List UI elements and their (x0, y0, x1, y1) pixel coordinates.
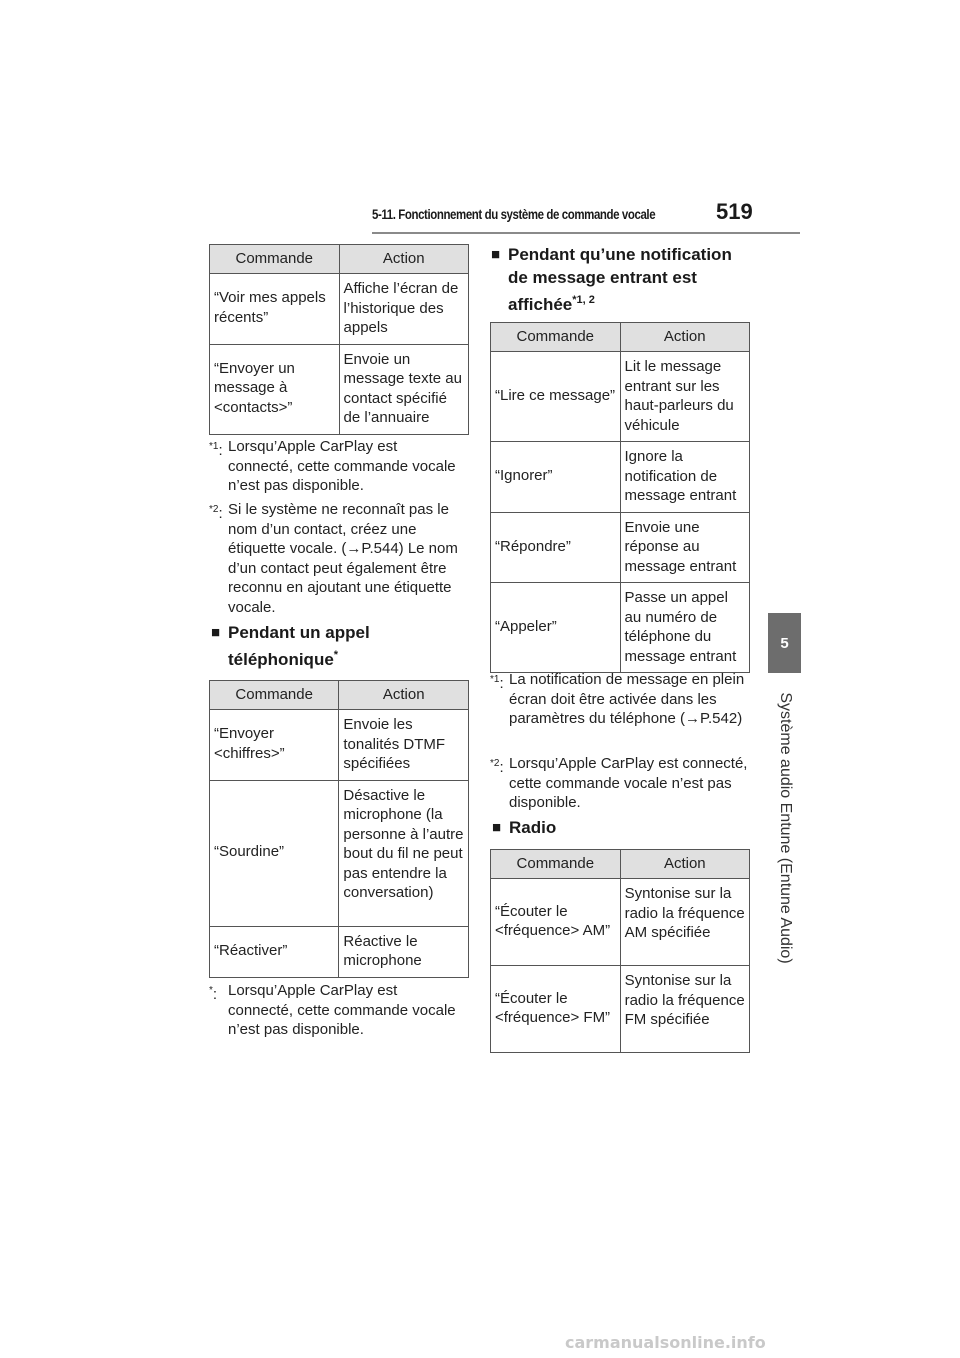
column-header-action: Action (620, 850, 749, 879)
column-header-command: Commande (491, 850, 621, 879)
action-cell: Syntonise sur la radio la fréquence AM spécifiée (620, 879, 749, 966)
header-section-title: 5-11. Fonctionnement du système de commande vocale (372, 206, 656, 222)
section-heading-radio (492, 817, 747, 839)
watermark-link[interactable]: carmanualsonline.info (565, 1333, 766, 1352)
footnote: $^{*1}$: Lorsqu’Apple CarPlay est connecté, cette commande vocale n’est pas disponible. (209, 437, 464, 496)
action-cell: Désactive le microphone (la personne à l’autre bout du fil ne peut pas entendre la conversation) (339, 780, 469, 926)
command-cell: “Voir mes appels récents” (210, 274, 340, 345)
table-row (491, 442, 750, 513)
action-cell: Syntonise sur la radio la fréquence FM spécifiée (620, 966, 749, 1053)
table-row (491, 512, 750, 583)
command-cell: “Sourdine” (210, 780, 339, 926)
command-cell: “Lire ce message” (491, 352, 621, 442)
table-row (210, 780, 469, 926)
section-title: Pendant un appel téléphonique (228, 623, 370, 669)
table-row (210, 710, 469, 781)
action-cell: Envoie une réponse au message entrant (620, 512, 749, 583)
table-row (210, 344, 469, 434)
chapter-side-label-text: Système audio Entune (Entune Audio) (777, 692, 794, 964)
footnote: *: Lorsqu’Apple CarPlay est connecté, cette commande vocale n’est pas disponible. (209, 981, 464, 1040)
section-title: Radio (509, 818, 557, 837)
column-header-action: Action (339, 245, 468, 274)
action-cell: Lit le message entrant sur les haut-parleurs du véhicule (620, 352, 749, 442)
command-cell: “Ignorer” (491, 442, 621, 513)
footnote: $^{*1}$: La notification de message en plein écran doit être activée dans les paramètres du téléphone (→P.542) (490, 670, 748, 729)
footnote-text: Lorsqu’Apple CarPlay est connecté, cette commande vocale n’est pas disponible. (228, 982, 456, 1038)
footnote-text: La notification de message en plein écran doit être activée dans les paramètres du téléphone (→P.542) (509, 671, 745, 727)
footnote-text: Lorsqu’Apple CarPlay est connecté, cette commande vocale n’est pas disponible. (228, 438, 456, 494)
table-row (491, 583, 750, 673)
chapter-number: 5 (780, 634, 789, 652)
command-cell: “Envoyer un message à <contacts>” (210, 344, 340, 434)
table-row (210, 926, 469, 977)
table-row (210, 274, 469, 345)
footnote-mark: *1 (209, 441, 219, 452)
command-table-message (490, 322, 750, 673)
action-cell: Ignore la notification de message entrant (620, 442, 749, 513)
section-title-sup: * (333, 649, 339, 661)
footnote: $^{*2}$: Lorsqu’Apple CarPlay est connecté, cette commande vocale n’est pas disponible. (490, 755, 748, 811)
square-bullet-icon: ■ (491, 246, 501, 263)
table-header-row (210, 681, 469, 710)
square-bullet-icon: ■ (492, 819, 502, 836)
column-header-action: Action (620, 323, 749, 352)
action-cell: Passe un appel au numéro de téléphone du message entrant (620, 583, 749, 673)
command-cell: “Écouter le <fréquence> FM” (491, 966, 621, 1053)
footnote: $^{*2}$: Si le système ne reconnaît pas le nom d’un contact, créez une étiquette vocale. (→P.544) Le nom d’un contact peut également être reconnu en ajoutant une étiquette vocale. (209, 500, 464, 617)
footnote-mark: *2 (209, 504, 219, 515)
command-cell: “Appeler” (491, 583, 621, 673)
action-cell: Envoie un message texte au contact spécifié de l’annuaire (339, 344, 468, 434)
table-header-row (210, 245, 469, 274)
footnote-text: Si le système ne reconnaît pas le nom d’un contact, créez une étiquette vocale. (→P.544) Le nom d’un contact peut également être reconnu en ajoutant une étiquette vocale. (228, 501, 458, 616)
table-row (491, 879, 750, 966)
footnote-mark: *2 (490, 758, 500, 769)
footnote-mark: *1 (490, 674, 500, 685)
command-cell: “Réactiver” (210, 926, 339, 977)
section-heading-phone-call (211, 622, 466, 671)
column-header-command: Commande (210, 681, 339, 710)
command-cell: “Écouter le <fréquence> AM” (491, 879, 621, 966)
column-header-action: Action (339, 681, 469, 710)
command-table-phone-call (209, 680, 469, 978)
section-title: Pendant qu’une notification de message entrant est affichée (508, 245, 732, 314)
footnote-mark: * (209, 985, 213, 996)
column-header-command: Commande (491, 323, 621, 352)
table-row (491, 966, 750, 1053)
command-table-radio (490, 849, 750, 1053)
table-row (491, 352, 750, 442)
footnote-text: Lorsqu’Apple CarPlay est connecté, cette commande vocale n’est pas disponible. (509, 755, 748, 811)
header-rule (372, 232, 800, 234)
square-bullet-icon: ■ (211, 624, 221, 641)
action-cell: Envoie les tonalités DTMF spécifiées (339, 710, 469, 781)
column-header-command: Commande (210, 245, 340, 274)
command-cell: “Envoyer <chiffres>” (210, 710, 339, 781)
table-header-row (491, 850, 750, 879)
action-cell: Réactive le microphone (339, 926, 469, 977)
section-title-sup: *1, 2 (572, 294, 595, 306)
command-cell: “Répondre” (491, 512, 621, 583)
table-header-row (491, 323, 750, 352)
action-cell: Affiche l’écran de l’historique des appels (339, 274, 468, 345)
section-heading-message-notification (491, 243, 756, 316)
page-number: 519 (716, 199, 753, 224)
chapter-tab (768, 613, 801, 673)
command-table-calls (209, 244, 469, 435)
